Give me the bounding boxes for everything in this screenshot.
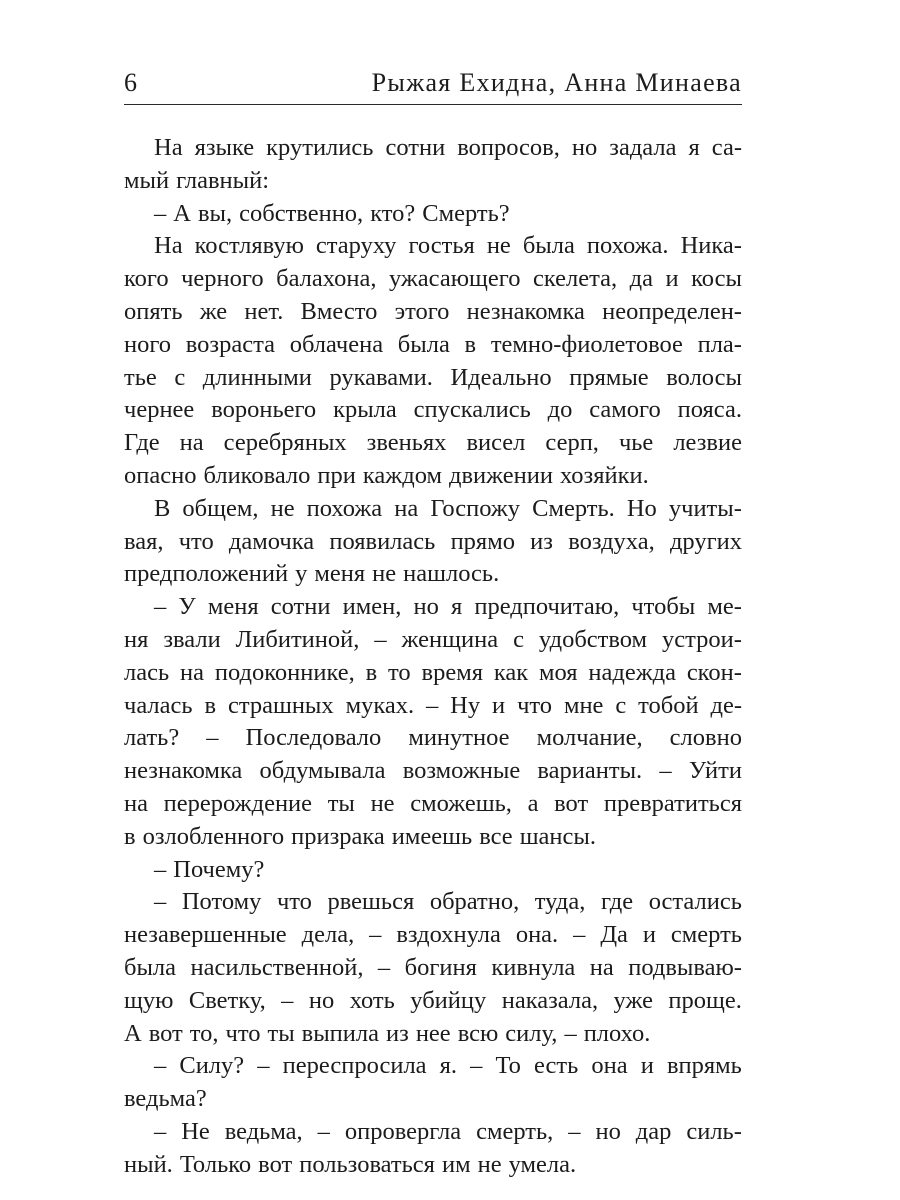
text-line: на перерождение ты не сможешь, а вот превратиться	[124, 789, 742, 817]
text-line: – Почему?	[154, 855, 265, 883]
text-line: – Не ведьма, – опровергла смерть, – но дар силь-	[154, 1117, 742, 1145]
text-line: А вот то, что ты выпила из нее всю силу, – плохо.	[124, 1019, 651, 1047]
text-line: кого черного балахона, ужасающего скелета, да и косы	[124, 265, 742, 293]
page-header	[124, 66, 742, 105]
text-line: ный. Только вот пользоваться им не умела.	[124, 1150, 577, 1178]
text-line: чернее вороньего крыла спускались до самого пояса.	[124, 396, 742, 424]
text-line: лась на подоконнике, в то время как моя надежда скон-	[124, 658, 742, 686]
text-line: вая, что дамочка появилась прямо из воздуха, других	[124, 527, 742, 555]
text-line: опять же нет. Вместо этого незнакомка неопределен-	[124, 297, 742, 325]
text-line: Где на серебряных звеньях висел серп, чье лезвие	[124, 429, 742, 457]
text-line: предположений у меня не нашлось.	[124, 560, 500, 588]
text-line: ня звали Либитиной, – женщина с удобством устрои-	[124, 625, 742, 653]
text-line: На языке крутились сотни вопросов, но задала я са-	[154, 134, 742, 161]
text-line: незнакомка обдумывала возможные варианты. – Уйти	[124, 757, 742, 785]
body-text	[124, 132, 742, 1182]
text-line: чалась в страшных муках. – Ну и что мне с тобой де-	[124, 691, 742, 719]
text-line: тье с длинными рукавами. Идеально прямые волосы	[124, 363, 742, 391]
text-line: – Силу? – переспросила я. – То есть она и впрямь	[154, 1052, 742, 1080]
text-line: ного возраста облачена была в темно-фиолетовое пла-	[124, 330, 742, 358]
text-line: – Потому что рвешься обратно, туда, где остались	[154, 888, 742, 916]
text-line: опасно бликовало при каждом движении хозяйки.	[124, 461, 649, 489]
text-line: мый главный:	[124, 166, 270, 194]
page-number: 6	[124, 68, 137, 97]
text-line: ведьма?	[124, 1085, 207, 1113]
text-line: незавершенные дела, – вздохнула она. – Да и смерть	[124, 921, 742, 949]
text-line: – У меня сотни имен, но я предпочитаю, чтобы ме-	[154, 593, 742, 621]
text-line: была насильственной, – богиня кивнула на подвываю-	[124, 953, 742, 981]
text-line: – А вы, собственно, кто? Смерть?	[154, 199, 510, 227]
text-line: лать? – Последовало минутное молчание, словно	[124, 724, 742, 752]
text-line: в озлобленного призрака имеешь все шансы.	[124, 822, 596, 850]
text-line: В общем, не похожа на Госпожу Смерть. Но учиты-	[154, 494, 742, 522]
text-line: На костлявую старуху гостья не была похожа. Ника-	[154, 232, 742, 260]
running-title: Рыжая Ехидна, Анна Минаева	[371, 68, 742, 97]
text-line: щую Светку, – но хоть убийцу наказала, уже проще.	[124, 986, 742, 1014]
